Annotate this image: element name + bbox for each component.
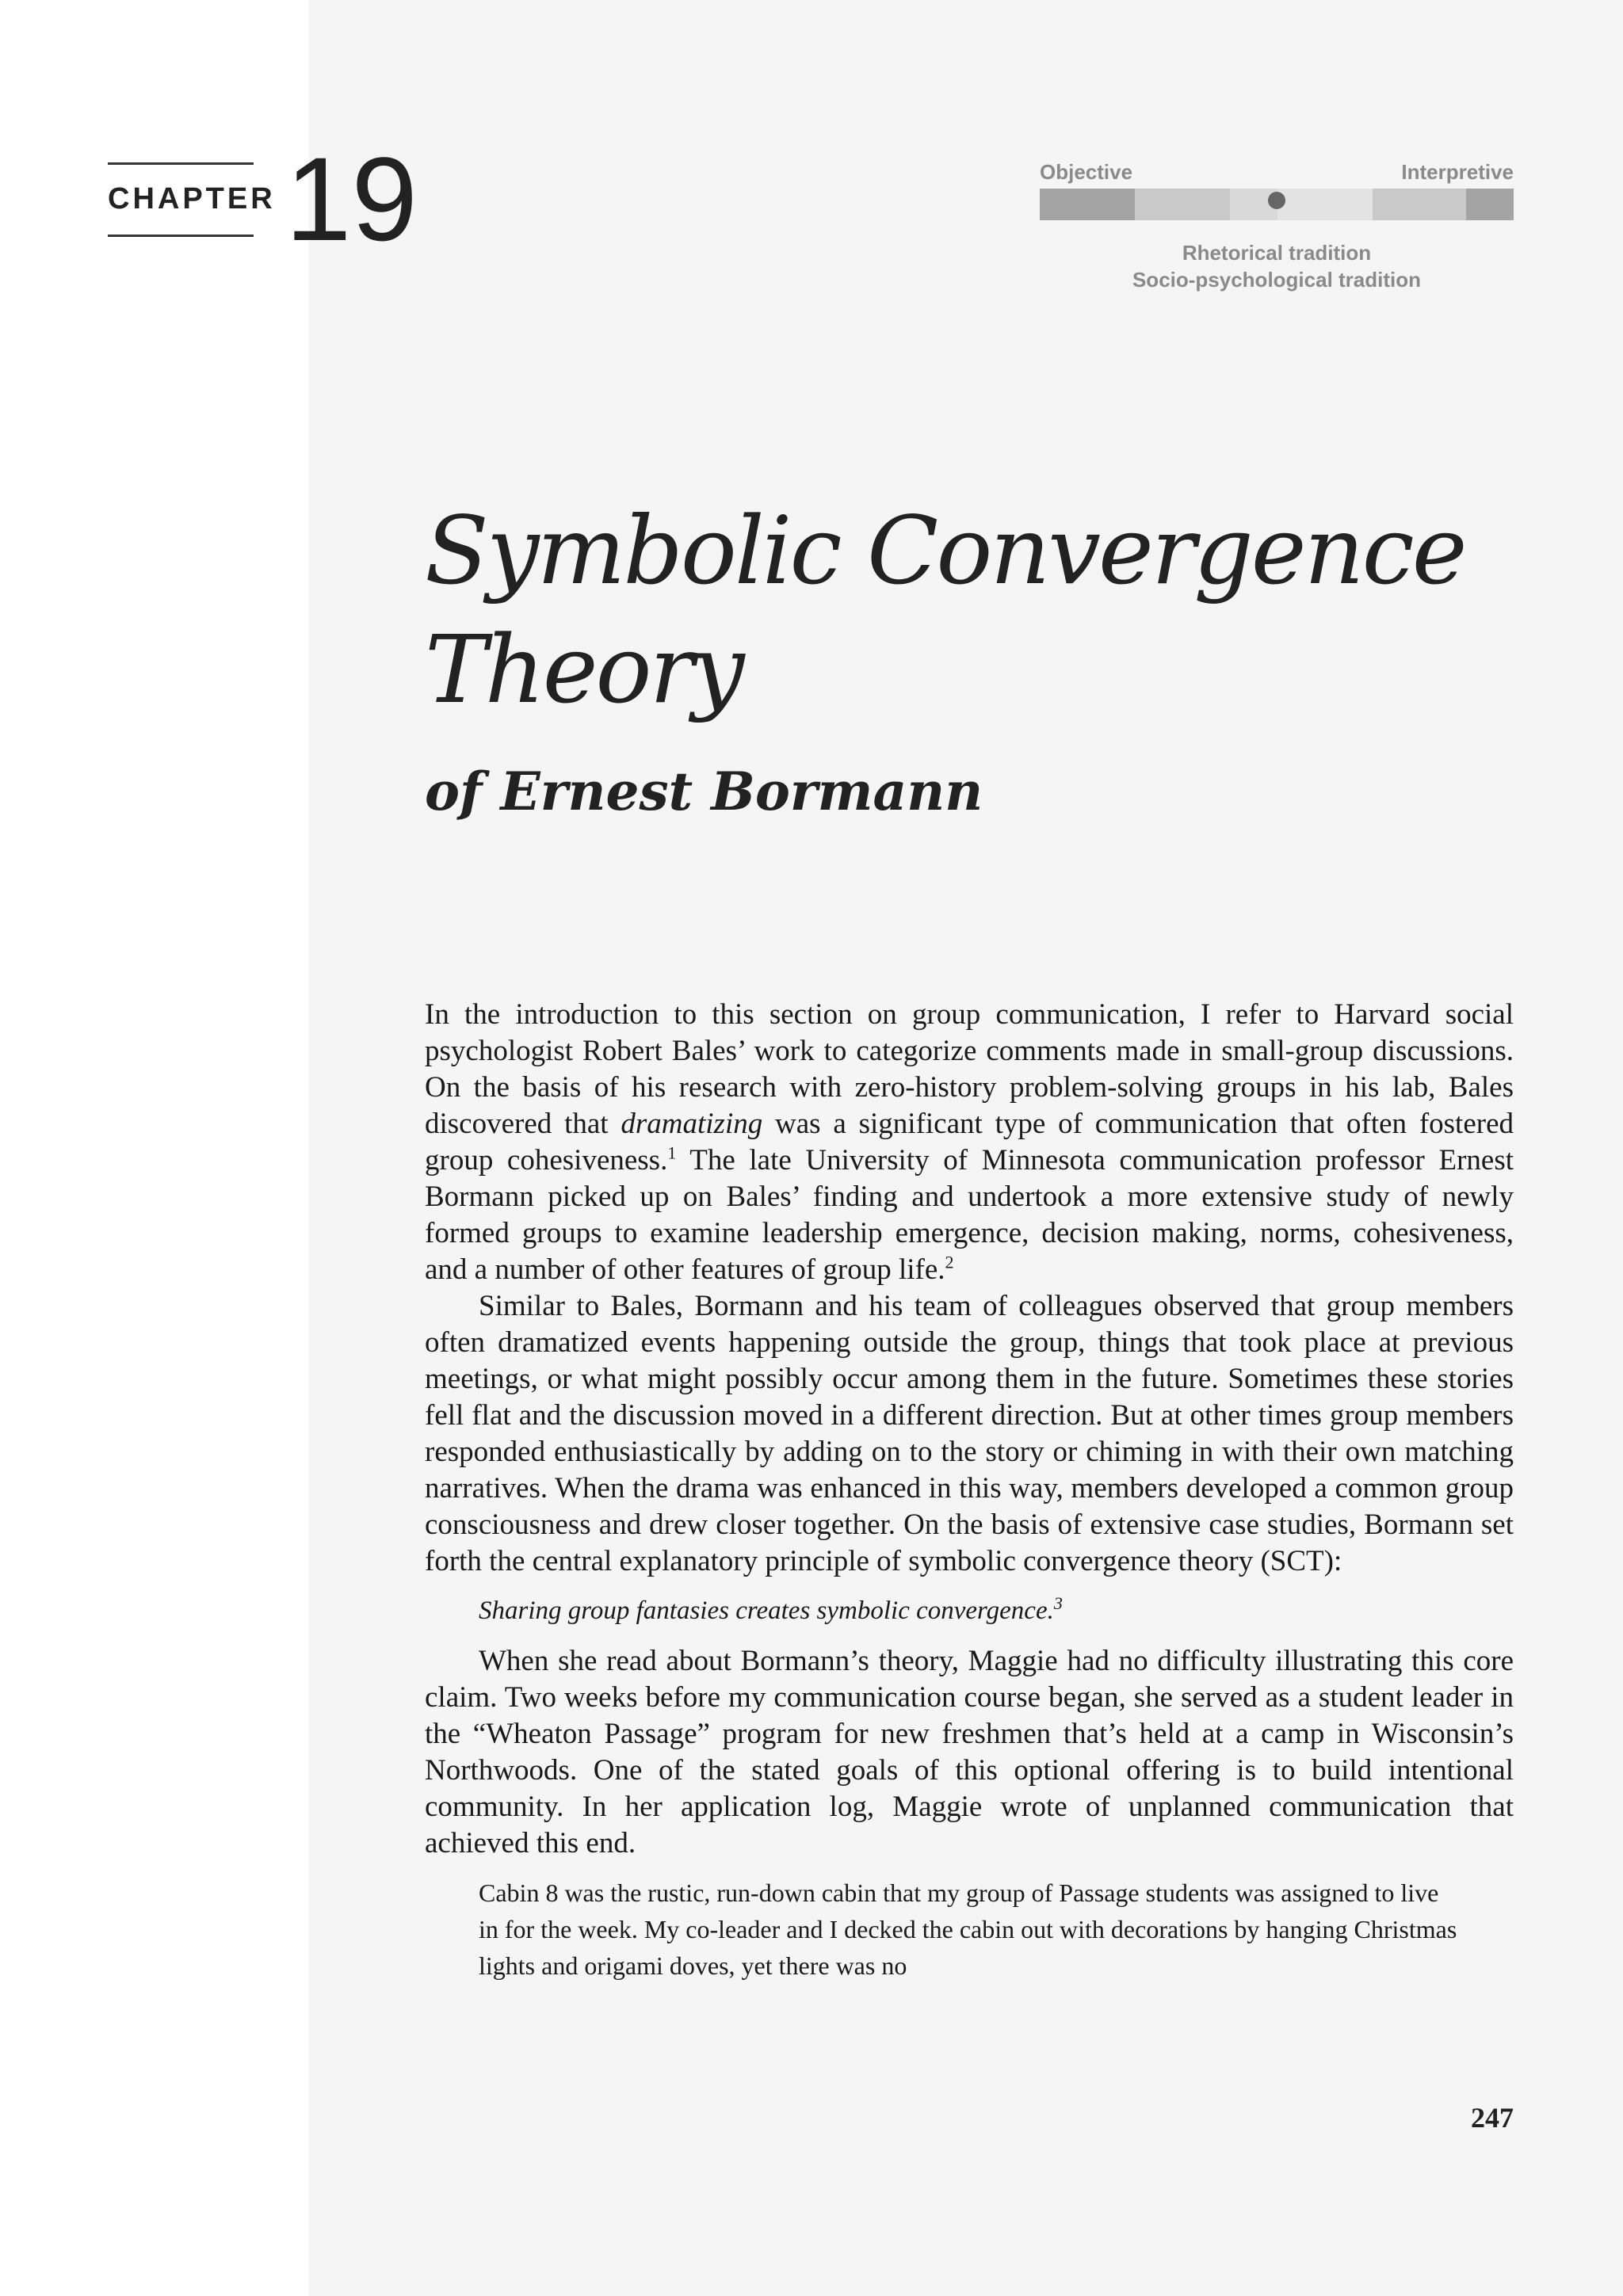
tradition-socio-psychological: Socio-psychological tradition	[1132, 268, 1422, 292]
central-principle-text: Sharing group fantasies creates symbolic convergence.	[479, 1596, 1054, 1625]
scale-segment	[1466, 189, 1514, 220]
tradition-rhetorical: Rhetorical tradition	[1182, 241, 1372, 265]
block-quote: Cabin 8 was the rustic, run-down cabin that my group of Passage students was assigned to live in for the week. My co-leader and I decked the cabin out with decorations by hanging Christmas lights and origami doves, yet there was no	[479, 1878, 1457, 1980]
chapter-title-line-2: Theory	[425, 615, 743, 724]
paragraph-1-text-b: was a significant type of communication that often fostered group cohesiveness.	[425, 1108, 1514, 1177]
chapter-number: 19	[285, 132, 418, 265]
paragraph-1	[425, 997, 1514, 1288]
footnote-ref-1: 1	[667, 1142, 677, 1163]
scale-interpretive-label: Interpretive	[1401, 160, 1514, 184]
scale-segment	[1373, 189, 1466, 220]
emphasis-dramatizing: dramatizing	[621, 1108, 763, 1140]
scale-segment	[1277, 189, 1373, 220]
chapter-rule-bottom	[108, 235, 254, 237]
paragraph-3: When she read about Bormann’s theory, Maggie had no difficulty illustrating this core claim. Two weeks before my communication course began, she served as a student leader in the “Wheaton Passage” program for new freshmen that’s held at a camp in Wisconsin’s Northwoods. One of the stated goals of this optional offering is to build intentional community. In her application log, Maggie wrote of unplanned communication that achieved this end.	[425, 1645, 1514, 1859]
footnote-ref-2: 2	[945, 1252, 954, 1272]
paragraph-1-text-a: In the introduction to this section on group communication, I refer to Harvard social psychologist Robert Bales’ work to categorize comments made in small-group discussions. On the basis of his research with zero-history problem-solving groups in his lab, Bales discovered that	[425, 998, 1514, 1140]
scale-position-marker	[1268, 192, 1285, 209]
footnote-ref-3: 3	[1053, 1593, 1063, 1613]
body-text	[425, 997, 1514, 1984]
chapter-title	[425, 491, 1534, 729]
scale-segment	[1040, 189, 1135, 220]
chapter-title-line-1: Symbolic Convergence	[425, 496, 1465, 605]
paragraph-2: Similar to Bales, Bormann and his team of colleagues observed that group members often dramatized events happening outside the group, things that took place at previous meetings, or what might possibly occur among them in the future. Sometimes these stories fell flat and the discussion moved in a different direction. But at other times group members responded enthusiastically by adding on to the story or chiming in with their own matching narratives. When the drama was enhanced in this way, members developed a common group consciousness and drew closer together. On the basis of extensive case studies, Bormann set forth the central explanatory principle of symbolic convergence theory (SCT):	[425, 1290, 1514, 1577]
paragraph-1-text-c: The late University of Minnesota communication professor Ernest Bormann picked up on Bales’ finding and undertook a more extensive study of newly formed groups to examine leadership emergence, decision making, norms, cohesiveness, and a number of other features of group life.	[425, 1144, 1514, 1286]
central-principle	[479, 1592, 1514, 1629]
scale-objective-label: Objective	[1040, 160, 1133, 184]
chapter-rule-top	[108, 162, 254, 165]
chapter-subtitle: of Ernest Bormann	[425, 761, 983, 822]
page-number: 247	[1471, 2102, 1514, 2134]
chapter-label: CHAPTER	[108, 182, 276, 215]
scale-segment	[1135, 189, 1230, 220]
